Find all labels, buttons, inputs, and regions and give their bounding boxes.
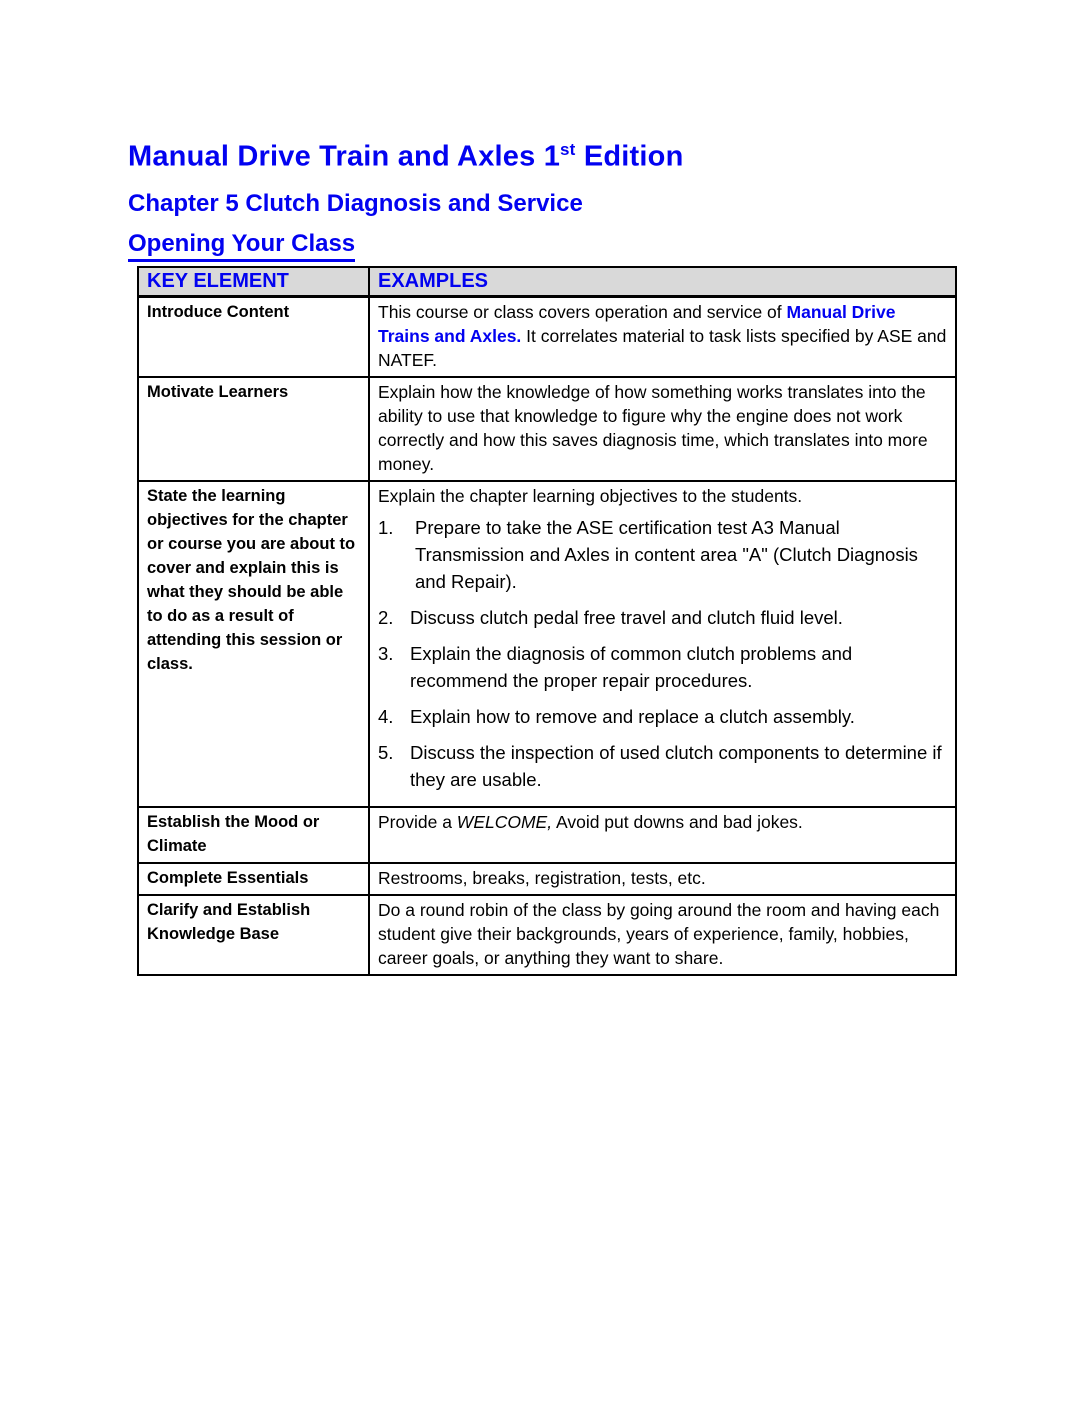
key-cell-establish-mood: Establish the Mood or Climate [138, 807, 369, 863]
section-heading [128, 230, 955, 262]
example-italic-text: WELCOME, [456, 811, 553, 832]
list-item [378, 640, 947, 694]
table-row [138, 863, 956, 895]
list-item [378, 604, 947, 631]
table-row [138, 895, 956, 975]
list-item [378, 514, 947, 595]
list-item-number: 4. [378, 705, 394, 727]
page-title-superscript: st [560, 140, 576, 159]
list-item-text: Explain how to remove and replace a clutch assembly. [410, 705, 855, 727]
table-header-row [138, 267, 956, 297]
example-text: This course or class covers operation and service of [378, 301, 787, 322]
list-item-number: 5. [378, 741, 394, 763]
objectives-list [378, 514, 947, 793]
table-row [138, 481, 956, 807]
key-cell-learning-objectives: State the learning objectives for the chapter or course you are about to cover and explain this is what they should be able to do as a result of attending this session or class. [138, 481, 369, 807]
list-item [378, 739, 947, 793]
key-element-table [137, 266, 957, 976]
page-title [128, 140, 955, 174]
list-item-number: 3. [378, 642, 394, 664]
example-cell-motivate-learners: Explain how the knowledge of how something works translates into the ability to use that knowledge to figure why the engine does not work correctly and how this saves diagnosis time, which translates into more money. [369, 377, 956, 481]
page-title-main: Manual Drive Train and Axles 1 [128, 140, 561, 173]
example-cell-clarify-knowledge: Do a round robin of the class by going around the room and having each student give their backgrounds, years of experience, family, hobbies, career goals, or anything they want to share. [369, 895, 956, 975]
list-item-text: Explain the diagnosis of common clutch problems and recommend the proper repair procedures. [410, 642, 853, 691]
list-item-text: Prepare to take the ASE certification test A3 Manual Transmission and Axles in content area "A" (Clutch Diagnosis and Repair). [415, 516, 918, 592]
table-row [138, 296, 956, 377]
key-cell-introduce-content: Introduce Content [138, 296, 369, 377]
column-header-key-element: KEY ELEMENT [138, 267, 369, 297]
example-highlight-text: Manual Drive Trains and Axles. [378, 301, 896, 346]
key-cell-complete-essentials: Complete Essentials [138, 863, 369, 895]
example-cell-complete-essentials: Restrooms, breaks, registration, tests, etc. [369, 863, 956, 895]
example-text: Avoid put downs and bad jokes. [552, 811, 803, 832]
example-text: Provide a [378, 811, 457, 832]
objectives-intro: Explain the chapter learning objectives to the students. [378, 485, 803, 506]
chapter-heading: Chapter 5 Clutch Diagnosis and Service [128, 189, 583, 217]
list-item [378, 703, 947, 730]
key-cell-clarify-knowledge: Clarify and Establish Knowledge Base [138, 895, 369, 975]
list-item-text: Discuss the inspection of used clutch components to determine if they are usable. [410, 741, 942, 790]
table-row [138, 377, 956, 481]
list-item-number: 2. [378, 606, 394, 628]
key-cell-motivate-learners: Motivate Learners [138, 377, 369, 481]
list-item-number: 1. [378, 516, 394, 538]
example-cell-establish-mood [369, 807, 956, 863]
table-row [138, 807, 956, 863]
page-title-suffix: Edition [575, 140, 684, 173]
list-item-text: Discuss clutch pedal free travel and clutch fluid level. [410, 606, 843, 628]
column-header-examples: EXAMPLES [369, 267, 956, 297]
example-cell-learning-objectives [369, 481, 956, 807]
example-text: It correlates material to task lists specified by ASE and NATEF. [378, 325, 947, 370]
section-heading-text: Opening Your Class [128, 230, 355, 262]
example-cell-introduce-content [369, 296, 956, 377]
